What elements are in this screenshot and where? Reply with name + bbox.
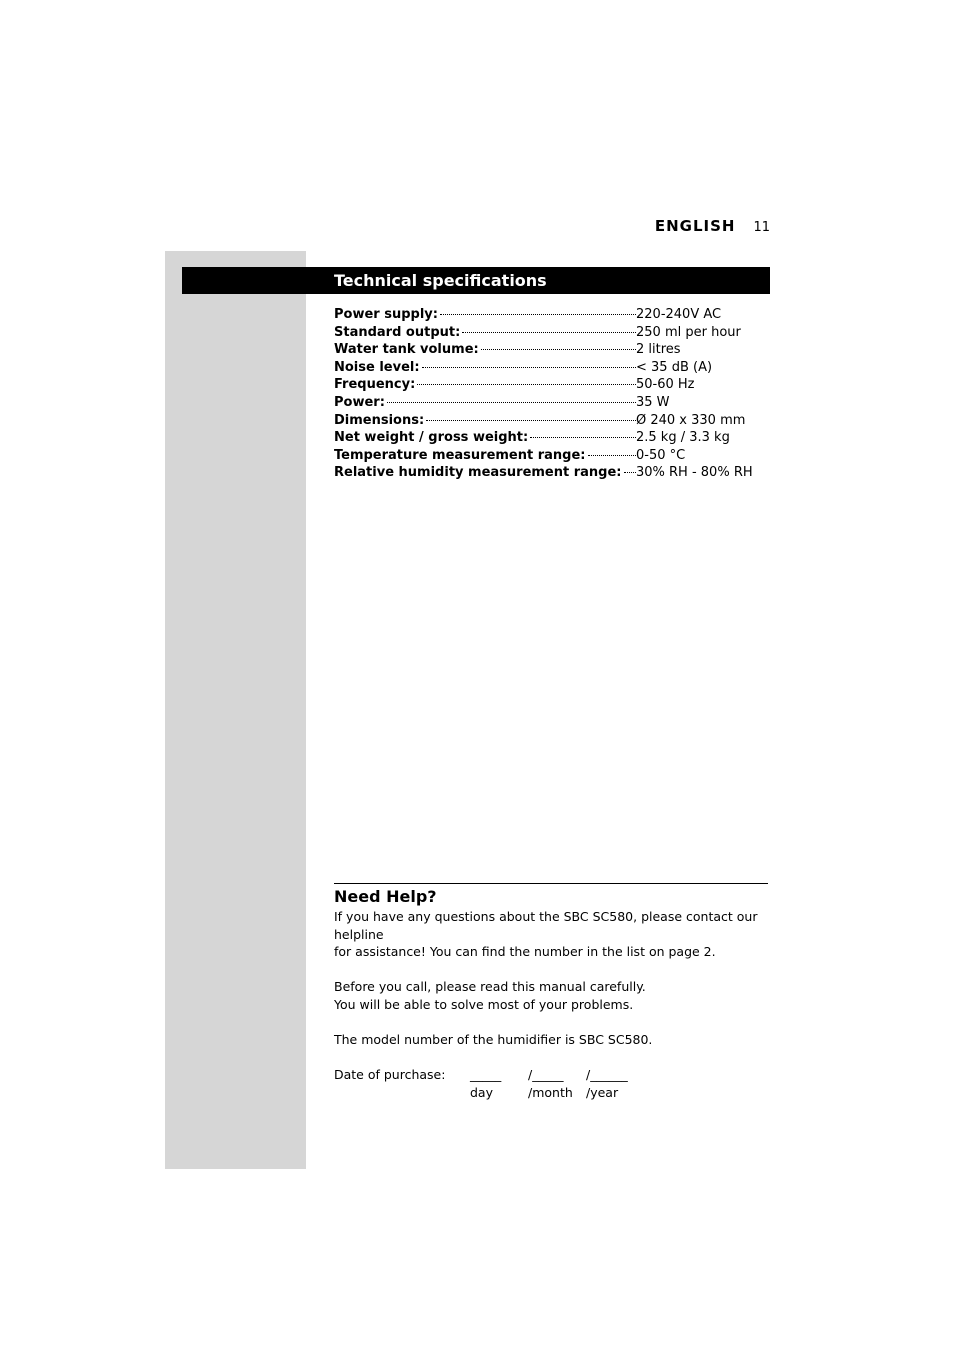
spec-label: Standard output:	[334, 324, 461, 340]
spec-value: 250 ml per hour	[636, 324, 741, 340]
day-blank: _____	[470, 1067, 502, 1083]
page-header	[655, 217, 770, 235]
year-blank: /______	[586, 1067, 628, 1083]
spec-label: Dimensions:	[334, 412, 425, 428]
date-of-purchase	[334, 1066, 768, 1106]
spec-row	[334, 412, 770, 430]
spec-label: Noise level:	[334, 359, 420, 375]
month-caption: /month	[528, 1085, 573, 1101]
spec-row	[334, 447, 770, 465]
spec-value: 2.5 kg / 3.3 kg	[636, 430, 730, 446]
spec-list	[334, 306, 770, 482]
purchase-label: Date of purchase:	[334, 1067, 446, 1083]
spec-row	[334, 341, 770, 359]
month-blank: /_____	[528, 1067, 564, 1083]
dot-leader	[417, 384, 636, 385]
dot-leader	[387, 402, 636, 403]
spec-row	[334, 359, 770, 377]
help-text: You will be able to solve most of your problems.	[334, 996, 634, 1012]
page-number: 11	[753, 220, 770, 235]
section-title: Technical specifications	[334, 271, 547, 290]
spec-value: < 35 dB (A)	[636, 359, 713, 375]
year-caption: /year	[586, 1085, 619, 1101]
spec-row	[334, 464, 770, 482]
spec-value: Ø 240 x 330 mm	[636, 412, 746, 428]
language-label: ENGLISH	[654, 217, 736, 235]
spec-label: Power:	[334, 394, 385, 410]
spec-label: Water tank volume:	[334, 342, 479, 358]
help-text: Before you call, please read this manual carefully.	[334, 979, 646, 995]
help-text: for assistance! You can find the number in the list on page 2.	[334, 944, 716, 960]
spec-row	[334, 394, 770, 412]
spec-label: Power supply:	[334, 307, 438, 322]
spec-label: Relative humidity measurement range:	[334, 465, 622, 481]
spec-row	[334, 306, 770, 324]
spec-row	[334, 324, 770, 342]
dot-leader	[462, 332, 636, 333]
day-caption: day	[470, 1085, 493, 1101]
dot-leader	[481, 349, 636, 350]
dot-leader	[624, 472, 636, 473]
spec-label: Net weight / gross weight:	[334, 430, 529, 446]
dot-leader	[588, 455, 636, 456]
dot-leader	[440, 314, 636, 315]
section-title-bar	[182, 267, 770, 294]
spec-label: Temperature measurement range:	[334, 447, 586, 463]
spec-value: 220-240V AC	[636, 307, 722, 322]
spec-label: Frequency:	[334, 377, 416, 393]
help-title: Need Help?	[334, 887, 437, 906]
sidebar-band	[165, 251, 306, 1169]
help-text: If you have any questions about the SBC SC580, please contact our helpline	[334, 909, 758, 942]
spec-value: 50-60 Hz	[636, 377, 695, 393]
spec-value: 35 W	[636, 394, 670, 410]
spec-row	[334, 429, 770, 447]
dot-leader	[422, 367, 636, 368]
divider	[334, 883, 768, 884]
spec-value: 0-50 °C	[636, 447, 686, 463]
spec-value: 2 litres	[636, 342, 681, 358]
model-number-text: The model number of the humidifier is SBC SC580.	[334, 1032, 653, 1048]
help-section	[334, 883, 768, 1106]
dot-leader	[426, 420, 636, 421]
spec-row	[334, 376, 770, 394]
spec-value: 30% RH - 80% RH	[636, 465, 753, 481]
dot-leader	[530, 437, 636, 438]
